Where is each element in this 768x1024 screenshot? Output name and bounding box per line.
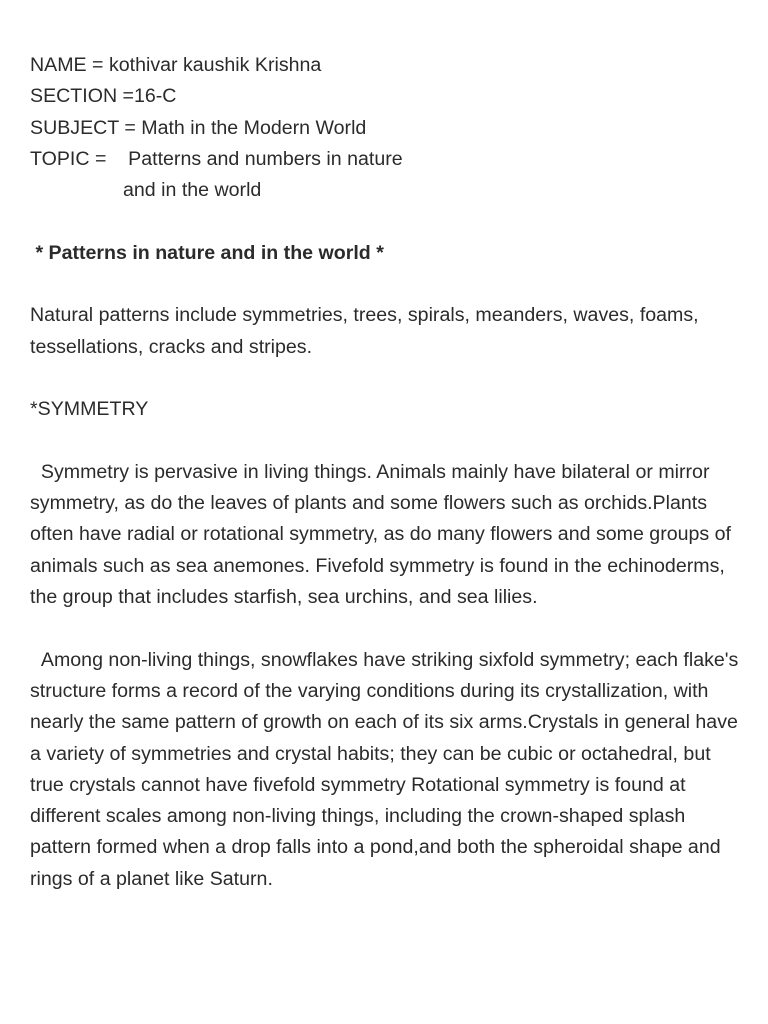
symmetry-paragraph-nonliving (30, 645, 748, 895)
intro-paragraph: Natural patterns include symmetries, trees, spirals, meanders, waves, foams, tessellations, cracks and stripes. (30, 304, 699, 358)
section-line: SECTION =16-C (30, 85, 177, 108)
spacer (30, 269, 748, 300)
symmetry-paragraph-living (30, 457, 748, 613)
spacer (30, 363, 748, 394)
spacer (30, 426, 748, 457)
symmetry-paragraph-living-text: Symmetry is pervasive in living things. Animals mainly have bilateral or mirror symmetry, as do the leaves of plants and some flowers such as orchids.Plants often have radial or rotational symmetry, as do many flowers and some groups of animals such as sea anemones. Fivefold symmetry is found in the echinoderms, the group that includes starfish, sea urchins, and sea lilies. (30, 460, 731, 609)
topic-line: TOPIC = Patterns and numbers in nature (30, 147, 403, 170)
spacer (30, 206, 748, 237)
subject-line: SUBJECT = Math in the Modern World (30, 116, 367, 139)
topic-line-continuation: and in the world (123, 179, 262, 202)
symmetry-paragraph-nonliving-text: Among non-living things, snowflakes have striking sixfold symmetry; each flake's structure forms a record of the varying conditions during its crystallization, with nearly the same pattern of growth on each of its six arms.Crystals in general have a variety of symmetries and crystal habits; they can be cubic or octahedral, but true crystals cannot have fivefold symmetry Rotational symmetry is found at different scales among non-living things, including the crown-shaped splash pattern formed when a drop falls into a pond,and both the spheroidal shape and rings of a planet like Saturn. (30, 648, 739, 890)
name-line: NAME = kothivar kaushik Krishna (30, 54, 322, 76)
symmetry-heading: *SYMMETRY (30, 398, 149, 421)
spacer (30, 613, 748, 644)
section-title: * Patterns in nature and in the world * (30, 241, 384, 264)
